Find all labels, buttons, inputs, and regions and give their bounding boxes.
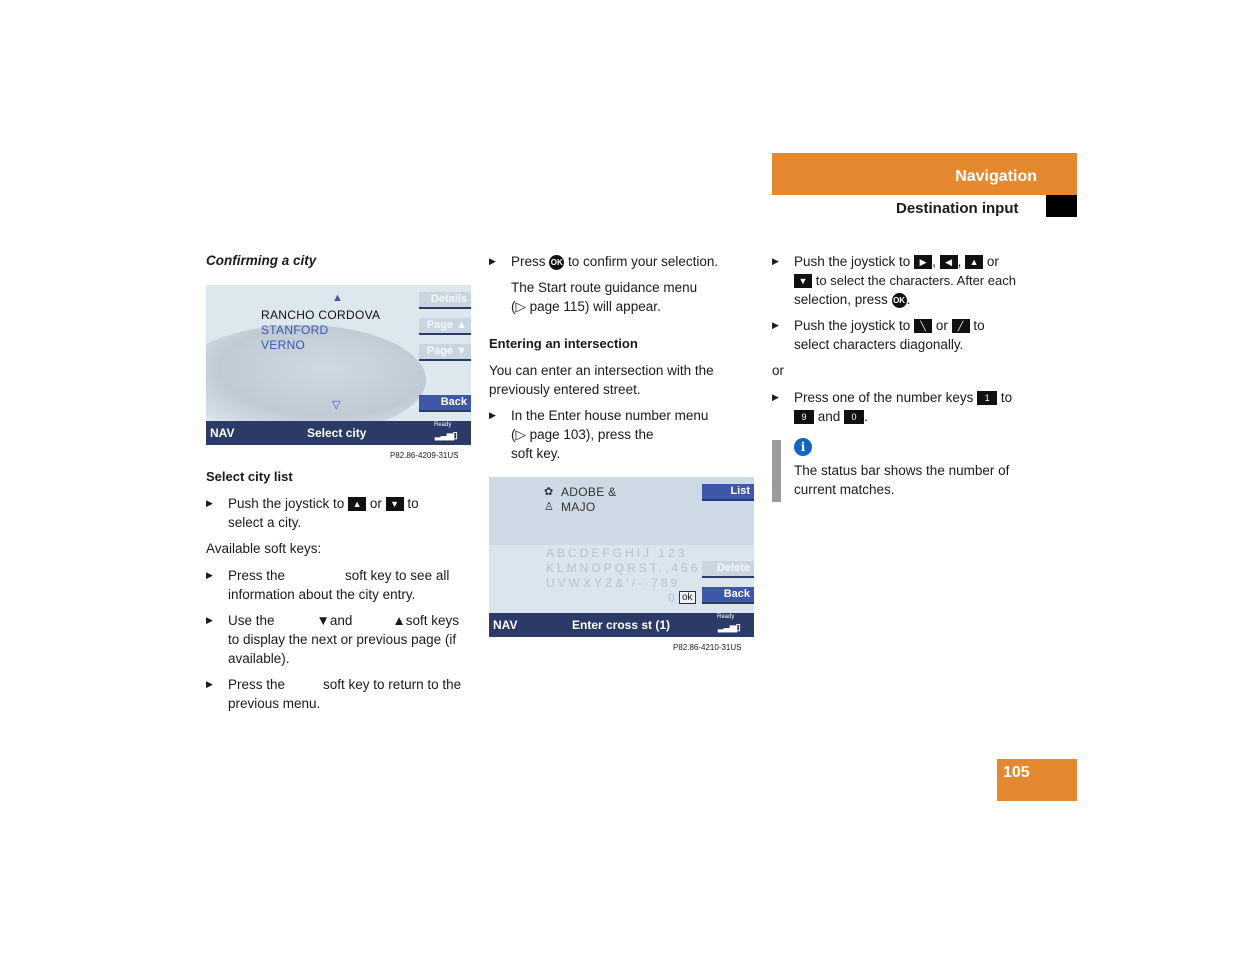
section-subtitle: Destination input	[896, 200, 1019, 217]
section-title: Navigation	[955, 168, 1037, 185]
bullet-text-cont: to confirm your selection.	[568, 254, 719, 269]
number-key-1-icon: 1	[977, 391, 997, 405]
heading-select-city-list: Select city list	[206, 469, 293, 484]
bullet-icon: ▶	[489, 410, 496, 420]
intersection-intro	[489, 361, 714, 399]
softkey-back: Back	[419, 395, 471, 412]
joystick-up-icon: ▲	[348, 497, 366, 511]
section-header-bar	[772, 153, 1077, 195]
bullet-icon: ▶	[206, 615, 213, 625]
paragraph-line: You can enter an intersection with the	[489, 363, 714, 378]
character-zero: 0	[668, 591, 678, 605]
bullet-text: Press one of the number keys	[794, 390, 974, 405]
bullet-text-cont: soft key.	[511, 446, 561, 461]
bullet-text-cont: select characters diagonally.	[794, 337, 964, 352]
bullet-house-number-menu	[489, 406, 759, 463]
status-bar-nav: NAV	[210, 426, 235, 440]
paragraph-line: The Start route guidance menu	[511, 280, 698, 295]
bullet-text-or: or	[935, 318, 948, 333]
bullet-details-softkey	[206, 566, 476, 604]
entry-line-2: MAJO	[561, 500, 596, 514]
bullet-icon: ▶	[206, 679, 213, 689]
bullet-text: Use the	[228, 613, 275, 628]
figure-caption: P82.86-4210-31US	[673, 643, 742, 652]
softkey-delete: Delete	[702, 561, 754, 578]
softkey-page-up: Page ▲	[419, 318, 471, 335]
scroll-down-arrow-icon: ▽	[332, 399, 341, 411]
bullet-icon: ▶	[206, 570, 213, 580]
softkey-back: Back	[702, 587, 754, 604]
character-row-3: UVWXYZ&'/- 789	[546, 576, 681, 590]
bullet-text-cont: information about the city entry.	[228, 587, 416, 602]
city-item-verno: VERNO	[261, 338, 306, 352]
person-icon: ♙	[544, 501, 554, 513]
city-item-stanford: STANFORD	[261, 323, 329, 337]
select-city-screen	[206, 285, 471, 445]
bullet-text: Push the joystick to	[794, 254, 911, 269]
bullet-text-or: or	[369, 496, 382, 511]
status-bar-ready: Ready	[717, 614, 735, 620]
bullet-text-cont: ▲soft keys	[392, 613, 460, 628]
bullet-text: In the Enter house number menu	[511, 408, 709, 423]
softkey-page-down: Page ▼	[419, 344, 471, 361]
bullet-text: Press the	[228, 677, 286, 692]
figure-caption: P82.86-4209-31US	[390, 451, 459, 460]
status-bar	[489, 613, 754, 637]
softkey-list: List	[702, 484, 754, 501]
info-text	[794, 461, 1009, 499]
status-bar-title: Enter cross st (1)	[572, 618, 671, 632]
signal-strength-icon: ▂▃▅▯	[718, 622, 740, 632]
bullet-text-cont: select a city.	[228, 515, 302, 530]
flag-icon: ✿	[544, 486, 554, 498]
bullet-text-cont: (▷ page 103), press the	[511, 427, 654, 442]
scroll-up-arrow-icon: ▲	[332, 292, 343, 304]
bullet-text-cont: to select the characters. After each	[815, 273, 1016, 288]
ok-button-icon: OK	[549, 255, 564, 270]
joystick-diagonal-down-right-icon: ╲	[914, 319, 932, 333]
paragraph-line: previously entered street.	[489, 382, 641, 397]
subtitle-marker	[1046, 195, 1077, 217]
available-soft-keys-text: Available soft keys:	[206, 541, 322, 556]
bullet-text: Press	[511, 254, 546, 269]
info-line: current matches.	[794, 482, 895, 497]
enter-cross-street-screen	[489, 477, 754, 637]
status-bar-nav: NAV	[493, 618, 518, 632]
bullet-joystick-diagonal	[772, 316, 1052, 354]
bullet-text: Push the joystick to	[794, 318, 911, 333]
status-bar-ready: Ready	[434, 422, 452, 428]
route-guidance-text	[511, 278, 697, 316]
bullet-text-cont: soft key to return to the	[323, 677, 462, 692]
bullet-number-keys: ▶ Press one of the number keys 1 to 9 and 0 .	[772, 390, 1013, 424]
bullet-icon: ▶	[772, 392, 779, 402]
character-row-1: ABCDEFGHIJ 123	[546, 546, 688, 560]
joystick-down-icon: ▼	[794, 274, 812, 288]
character-row-2: KLMNOPQRST..456	[546, 561, 701, 575]
bullet-text-to: to	[973, 318, 985, 333]
info-icon: i	[794, 438, 812, 456]
bullet-icon: ▶	[206, 498, 213, 508]
bullet-text-cont: to display the next or previous page (if	[228, 632, 457, 647]
joystick-down-icon: ▼	[386, 497, 404, 511]
status-bar	[206, 421, 471, 445]
bullet-text-to: to	[407, 496, 419, 511]
city-item-rancho-cordova: RANCHO CORDOVA	[261, 308, 381, 322]
bullet-joystick-select-characters: ▶ Push the joystick to ▶ , ◀ , ▲ or ▼ to select the characters. After each selection, press OK .	[772, 254, 1016, 307]
page-number-box	[997, 759, 1077, 801]
bullet-text: Push the joystick to	[228, 496, 345, 511]
info-box-bar	[772, 440, 781, 502]
ok-character-key: ok	[679, 591, 696, 604]
bullet-press-ok	[489, 252, 759, 271]
bullet-icon: ▶	[772, 320, 779, 330]
status-bar-title: Select city	[307, 426, 367, 440]
ok-button-icon: OK	[892, 293, 907, 308]
info-line: The status bar shows the number of	[794, 463, 1010, 478]
bullet-icon: ▶	[772, 256, 779, 266]
joystick-left-icon: ◀	[940, 255, 958, 269]
joystick-diagonal-up-right-icon: ╱	[952, 319, 970, 333]
heading-confirming-city: Confirming a city	[206, 253, 317, 268]
number-key-9-icon: 9	[794, 410, 814, 424]
bullet-text-cont: selection, press	[794, 292, 888, 307]
or-text: or	[772, 363, 785, 378]
bullet-icon: ▶	[489, 256, 496, 266]
screen-background-graphic	[206, 325, 426, 435]
bullet-text: Press the	[228, 568, 286, 583]
bullet-back-softkey	[206, 675, 476, 713]
joystick-up-icon: ▲	[965, 255, 983, 269]
bullet-text-or: or	[986, 254, 999, 269]
signal-strength-icon: ▂▃▅▯	[435, 430, 457, 440]
bullet-text-cont: available).	[228, 651, 290, 666]
softkey-details: Details	[419, 292, 471, 309]
bullet-push-joystick-select-city	[206, 494, 476, 532]
bullet-page-softkeys	[206, 611, 476, 668]
bullet-text-cont: soft key to see all	[345, 568, 450, 583]
page-number: 105	[1003, 764, 1030, 781]
joystick-right-icon: ▶	[914, 255, 932, 269]
bullet-text-and: and	[817, 409, 841, 424]
heading-entering-intersection: Entering an intersection	[489, 336, 638, 351]
paragraph-line: (▷ page 115) will appear.	[511, 299, 661, 314]
bullet-text-cont: previous menu.	[228, 696, 321, 711]
number-key-0-icon: 0	[844, 410, 864, 424]
entry-line-1: ADOBE &	[561, 485, 617, 499]
bullet-text-cont: ▼and	[316, 613, 353, 628]
bullet-text-to: to	[1000, 390, 1013, 405]
